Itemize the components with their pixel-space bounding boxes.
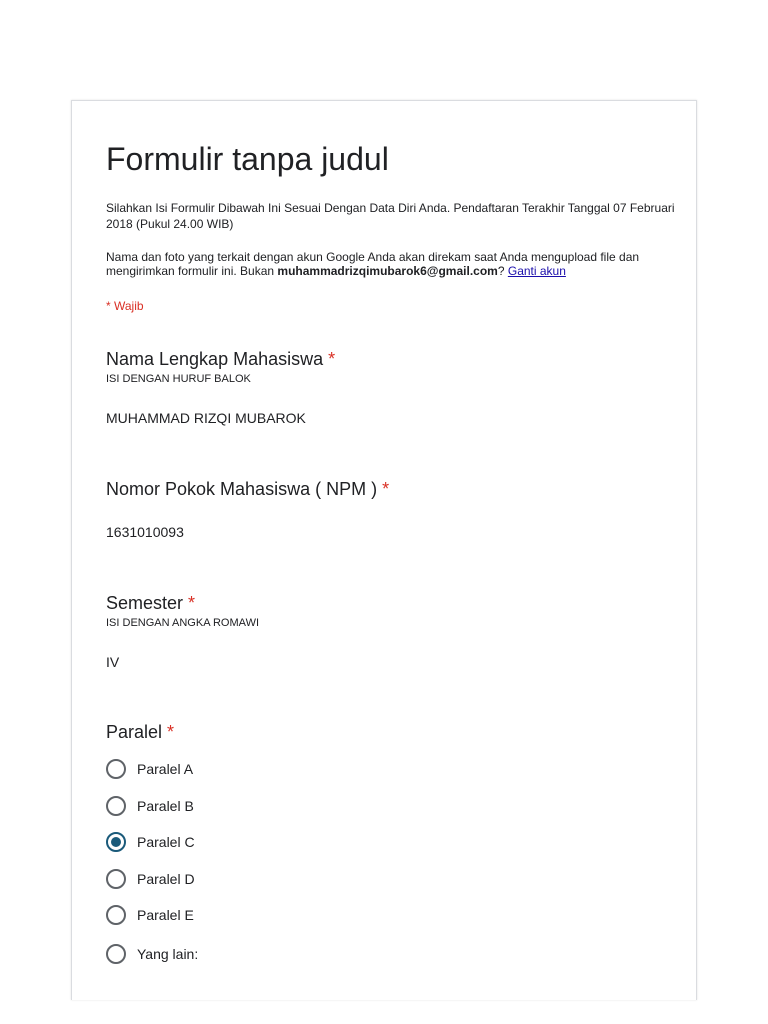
answer-npm: 1631010093 [106, 524, 184, 540]
question-title-paralel [106, 720, 174, 744]
answer-semester: IV [106, 654, 120, 670]
form-description: Silahkan Isi Formulir Dibawah Ini Sesuai Dengan Data Diri Anda. Pendaftaran Terakhir Tanggal 07 Februari 2018 (Pukul 24.00 WIB) [106, 201, 675, 231]
radio-option-label: Paralel D [137, 871, 195, 887]
required-star: * [167, 722, 175, 742]
radio-option-other[interactable] [106, 943, 198, 965]
radio-button-selected[interactable] [106, 832, 126, 852]
radio-button[interactable] [106, 944, 126, 964]
question-help-semester: ISI DENGAN ANGKA ROMAWI [106, 617, 260, 629]
required-note: * Wajib [106, 299, 144, 313]
question-title-semester [106, 591, 195, 615]
required-star: * [188, 593, 196, 613]
radio-option-label: Paralel A [137, 761, 194, 777]
radio-button[interactable] [106, 759, 126, 779]
form-card [71, 100, 697, 1000]
radio-option-paralel-d[interactable] [106, 868, 195, 890]
radio-option-paralel-b[interactable] [106, 795, 194, 817]
radio-button[interactable] [106, 905, 126, 925]
answer-name: MUHAMMAD RIZQI MUBAROK [106, 410, 306, 426]
radio-option-label: Paralel C [137, 834, 195, 850]
radio-button[interactable] [106, 796, 126, 816]
radio-option-label: Yang lain: [137, 946, 199, 962]
radio-option-paralel-e[interactable] [106, 904, 194, 926]
radio-option-label: Paralel E [137, 907, 194, 923]
account-notice-suffix: ? [497, 264, 505, 278]
question-title-npm [106, 477, 389, 501]
question-title-semester-text: Semester [106, 593, 184, 613]
question-title-name [106, 347, 335, 371]
account-notice-text: Nama dan foto yang terkait dengan akun Google Anda akan direkam saat Anda mengupload file dan mengirimkan formulir ini. Bukan [106, 250, 640, 278]
required-star: * [382, 479, 390, 499]
question-help-name: ISI DENGAN HURUF BALOK [106, 373, 251, 385]
question-title-npm-text: Nomor Pokok Mahasiswa ( NPM ) [106, 479, 378, 499]
account-notice [106, 250, 676, 278]
switch-account-link[interactable]: Ganti akun [507, 264, 566, 278]
question-title-name-text: Nama Lengkap Mahasiswa [106, 349, 324, 369]
question-title-paralel-text: Paralel [106, 722, 163, 742]
form-title: Formulir tanpa judul [106, 141, 389, 177]
radio-option-label: Paralel B [137, 798, 194, 814]
radio-option-paralel-a[interactable] [106, 758, 193, 780]
radio-button[interactable] [106, 869, 126, 889]
required-star: * [328, 349, 336, 369]
radio-option-paralel-c[interactable] [106, 831, 195, 853]
account-email: muhammadrizqimubarok6@gmail.com [277, 264, 498, 278]
